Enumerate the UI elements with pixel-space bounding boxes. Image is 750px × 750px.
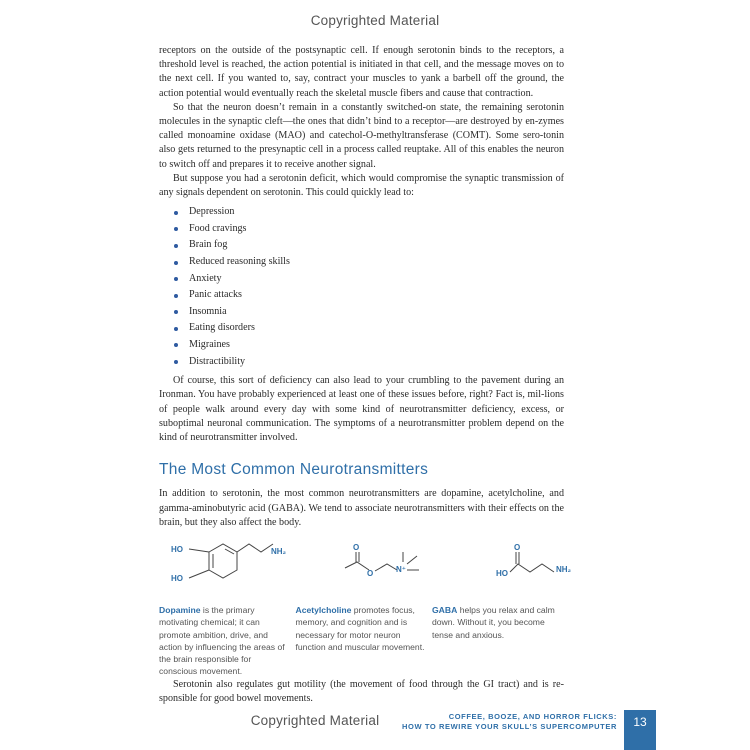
- gaba-structure-icon: [494, 540, 584, 592]
- bullet-icon: [174, 327, 178, 331]
- list-item: Distractibility: [159, 354, 564, 371]
- bullet-icon: [174, 227, 178, 231]
- deficit-list: [159, 204, 564, 370]
- bullet-icon: [174, 310, 178, 314]
- bullet-icon: [174, 244, 178, 248]
- paragraph-reuptake: So that the neuron doesn’t remain in a constantly switched-on state, the remaining serotonin molecules in the synaptic cleft—the ones that didn’t bind to a receptor—are destroyed by en-zymes called monoamine oxidase (MAO) and catechol-O-methyltransferase (COMT). Some sero-tonin also gets returned to the presynaptic cell in a process called reuptake. All of this enables the neuron to switch off and prepares it to receive another signal.: [159, 101, 564, 170]
- bullet-icon: [174, 261, 178, 265]
- list-item: Reduced reasoning skills: [159, 254, 564, 271]
- svg-text:O: O: [353, 543, 360, 552]
- copyright-watermark-bottom: Copyrighted Material: [250, 713, 380, 728]
- list-item: Migraines: [159, 337, 564, 354]
- list-item: Food cravings: [159, 221, 564, 238]
- paragraph-deficit-intro: But suppose you had a serotonin deficit, which would compromise the synaptic transmission of any signals dependent on serotonin. This could quickly lead to:: [159, 172, 564, 199]
- list-item: Insomnia: [159, 304, 564, 321]
- svg-text:NH₂: NH₂: [271, 547, 287, 556]
- paragraph-gut-motility: Serotonin also regulates gut motility (the movement of food through the GI tract) and is re-sponsible for good bowel movements.: [159, 678, 564, 704]
- acetylcholine-structure-icon: [341, 540, 431, 592]
- svg-text:N⁺: N⁺: [396, 565, 406, 574]
- list-item: Anxiety: [159, 271, 564, 288]
- svg-text:O: O: [514, 543, 521, 552]
- page-body: [159, 44, 572, 706]
- paragraph-common-neurotransmitters: In addition to serotonin, the most common neurotransmitters are dopamine, acetylcholine, and gamma-aminobutyric acid (GABA). We tend to associate neurotransmitters with their effects on the brain, but they also affect the body.: [159, 488, 564, 528]
- paragraph-symptoms: Of course, this sort of deficiency can also lead to your crumbling to the pavement during an Ironman. You have probably experienced at least one of these issues before, right? Fact is, mil-lions of people walk around every day with some kind of neurotransmitter deficiency, excess, or suboptimal neuronal communication. The symptoms of a neurotransmitter problem depend on the kind of neurotransmitter involved.: [159, 375, 564, 443]
- neurotransmitter-captions: [159, 604, 564, 678]
- svg-text:HO: HO: [496, 569, 508, 578]
- list-item: Eating disorders: [159, 320, 564, 337]
- caption-gaba: GABA helps you relax and calm down. Without it, you become tense and anxious.: [432, 605, 555, 640]
- caption-acetylcholine: Acetylcholine promotes focus, memory, and cognition and is necessary for motor neuron function and muscular movement.: [295, 605, 425, 652]
- bullet-icon: [174, 360, 178, 364]
- list-item: Depression: [159, 204, 564, 221]
- bullet-icon: [174, 294, 178, 298]
- svg-text:HO: HO: [171, 545, 183, 554]
- bullet-icon: [174, 343, 178, 347]
- paragraph-action-potential: receptors on the outside of the postsynaptic cell. If enough serotonin binds to the receptors, a threshold level is reached, the action potential is initiated in that cell, and the message moves on to the next cell. If you wanted to, say, contract your muscles to yank a barbell off the ground, the action potential would eventually reach the skeletal muscle fibers and cause that contraction.: [159, 45, 564, 99]
- bullet-icon: [174, 211, 178, 215]
- page-number: 13: [624, 710, 656, 750]
- bullet-icon: [174, 277, 178, 281]
- list-item: Brain fog: [159, 237, 564, 254]
- caption-dopamine: Dopamine is the primary motivating chemical; it can promote ambition, drive, and action by influencing the areas of the brain responsible for conscious movement.: [159, 605, 285, 677]
- list-item: Panic attacks: [159, 287, 564, 304]
- copyright-watermark-top: Copyrighted Material: [310, 13, 440, 28]
- section-heading: The Most Common Neurotransmitters: [159, 461, 429, 479]
- molecule-diagrams: [159, 540, 572, 592]
- svg-text:HO: HO: [171, 574, 183, 583]
- svg-text:O: O: [367, 569, 374, 578]
- svg-text:NH₂: NH₂: [556, 565, 572, 574]
- dopamine-structure-icon: [169, 540, 289, 592]
- running-footer: COFFEE, BOOZE, AND HORROR FLICKS: HOW TO REWIRE YOUR SKULL’S SUPERCOMPUTER: [402, 712, 617, 731]
